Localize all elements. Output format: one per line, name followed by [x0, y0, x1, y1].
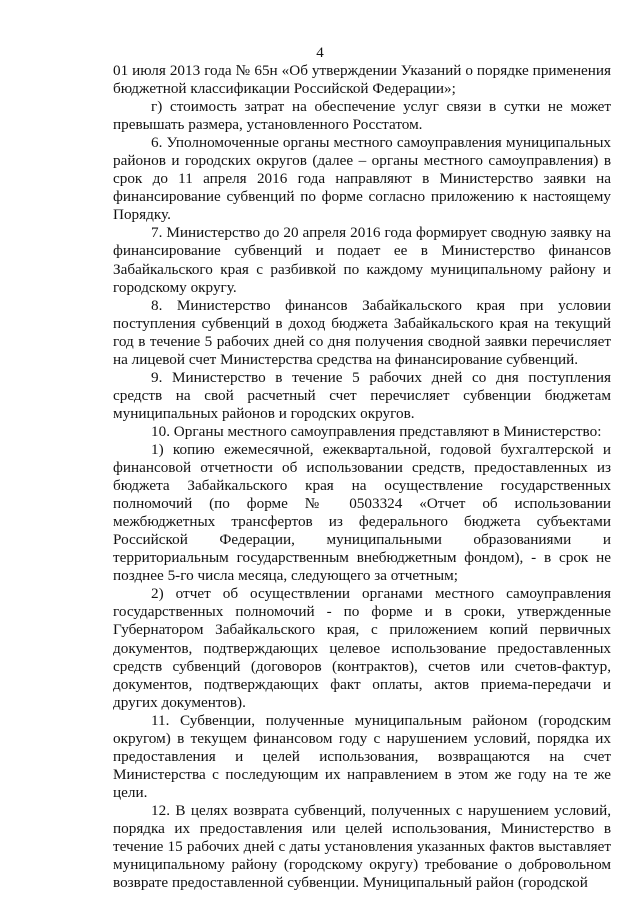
- paragraph-12: 12. В целях возврата субвенций, полученных с нарушением условий, порядка их предоставления или целей использования, Министерство в течение 15 рабочих дней с даты установления указанных фактов выставляет муниципальному району (городскому округу) требование о добровольном возврате предоставленной субвенции. Муниципальный район (городской: [113, 801, 611, 892]
- page-number: 4: [316, 45, 324, 61]
- paragraph-6: 6. Уполномоченные органы местного самоуправления муниципальных районов и городских округов (далее – органы местного самоуправления) в срок до 11 апреля 2016 года направляют в Министерство заявки на финансирование субвенций по форме согласно приложению к настоящему Порядку.: [113, 134, 611, 224]
- paragraph-10-item-1: 1) копию ежемесячной, ежеквартальной, годовой бухгалтерской и финансовой отчетности об использовании средств, предоставленных из бюджета Забайкальского края на осуществление государственных полномочий (по форме № 0503324 «Отчет об использовании межбюджетных трансфертов из федерального бюджета субъектами Российской Федерации, муниципальными образованиями и территориальным государственным внебюджетным фондом), - в срок не позднее 5-го числа месяца, следующего за отчетным;: [113, 440, 611, 585]
- paragraph-11: 11. Субвенции, полученные муниципальным районом (городским округом) в текущем финансовом году с нарушением условий, порядка их предоставления и целей использования, возвращаются на счет Министерства с последующим их направлением в этом же году на те же цели.: [113, 711, 611, 801]
- paragraph-continuation: 01 июля 2013 года № 65н «Об утверждении Указаний о порядке применения бюджетной классификации Российской Федерации»;: [113, 62, 611, 98]
- paragraph-7: 7. Министерство до 20 апреля 2016 года формирует сводную заявку на финансирование субвенций и подает ее в Министерство финансов Забайкальского края с разбивкой по каждому муниципальному району и городскому округу.: [113, 224, 611, 296]
- paragraph-10-item-2: 2) отчет об осуществлении органами местного самоуправления государственных полномочий - по форме и в сроки, утвержденные Губернатором Забайкальского края, с приложением копий первичных документов, подтверждающих целевое использование предоставленных средств субвенций (договоров (контрактов), счетов или счетов-фактур, документов, подтверждающих факт оплаты, актов приема-передачи и других документов).: [113, 585, 611, 711]
- paragraph-item-g: г) стоимость затрат на обеспечение услуг связи в сутки не может превышать размера, установленного Росстатом.: [113, 98, 611, 134]
- document-body: [113, 62, 611, 892]
- paragraph-10: 10. Органы местного самоуправления представляют в Министерство:: [151, 422, 602, 440]
- paragraph-9: 9. Министерство в течение 5 рабочих дней со дня поступления средств на свой расчетный счет перечисляет субвенции бюджетам муниципальных районов и городских округов.: [113, 368, 611, 422]
- paragraph-8: 8. Министерство финансов Забайкальского края при условии поступления субвенций в доход бюджета Забайкальского края на текущий год в течение 5 рабочих дней со дня получения сводной заявки перечисляет на лицевой счет Министерства средства на финансирование субвенций.: [113, 296, 611, 368]
